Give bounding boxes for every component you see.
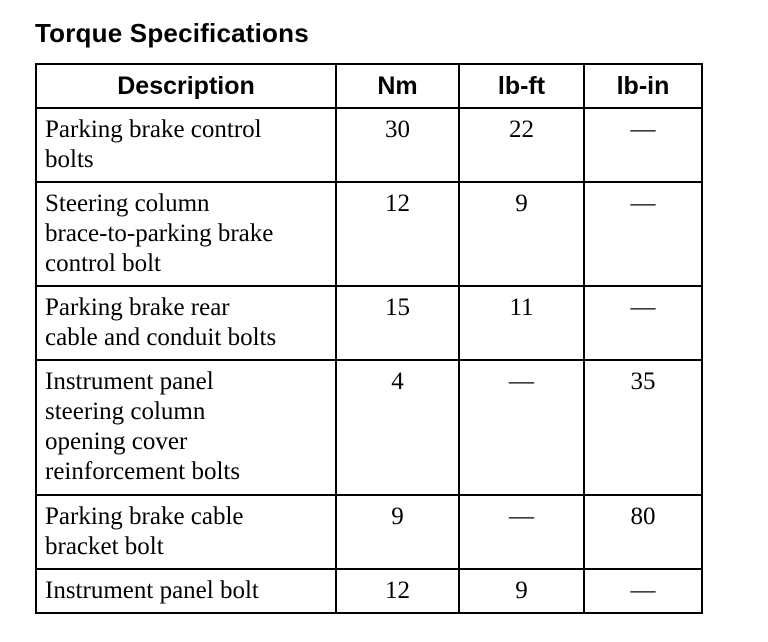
lb-in-cell: 35 [584,360,702,495]
description-text: Parking brake cable bracket bolt [45,503,244,560]
description-text: Instrument panel bolt [45,577,259,604]
lb-in-cell: 80 [584,495,702,569]
description-cell [36,286,336,360]
lb-in-cell: — [584,108,702,182]
column-header-description: Description [36,64,336,108]
table-header-row [36,64,702,108]
torque-specifications-table [35,63,703,614]
nm-cell: 30 [336,108,459,182]
lb-in-cell: — [584,569,702,613]
lb-ft-cell: 11 [459,286,584,360]
table-row [36,182,702,286]
description-text: Parking brake rear cable and conduit bolts [45,294,277,351]
description-cell [36,495,336,569]
page-title: Torque Specifications [35,18,309,48]
lb-ft-cell: — [459,495,584,569]
nm-cell: 12 [336,182,459,286]
nm-cell: 15 [336,286,459,360]
description-text: Parking brake control bolts [45,116,262,173]
column-header-lb-ft: lb-ft [459,64,584,108]
lb-ft-cell: — [459,360,584,495]
column-header-nm: Nm [336,64,459,108]
nm-cell: 12 [336,569,459,613]
description-cell [36,360,336,495]
lb-ft-cell: 9 [459,569,584,613]
nm-cell: 4 [336,360,459,495]
table-row [36,286,702,360]
description-text: Instrument panel steering column opening cover reinforcement bolts [45,368,241,485]
description-text: Steering column brace-to-parking brake control bolt [45,190,274,277]
description-cell [36,108,336,182]
table-row [36,360,702,495]
column-header-lb-in: lb-in [584,64,702,108]
table-row [36,495,702,569]
nm-cell: 9 [336,495,459,569]
lb-in-cell: — [584,182,702,286]
lb-ft-cell: 22 [459,108,584,182]
lb-ft-cell: 9 [459,182,584,286]
lb-in-cell: — [584,286,702,360]
table-row [36,569,702,613]
table-row [36,108,702,182]
description-cell [36,182,336,286]
description-cell [36,569,336,613]
